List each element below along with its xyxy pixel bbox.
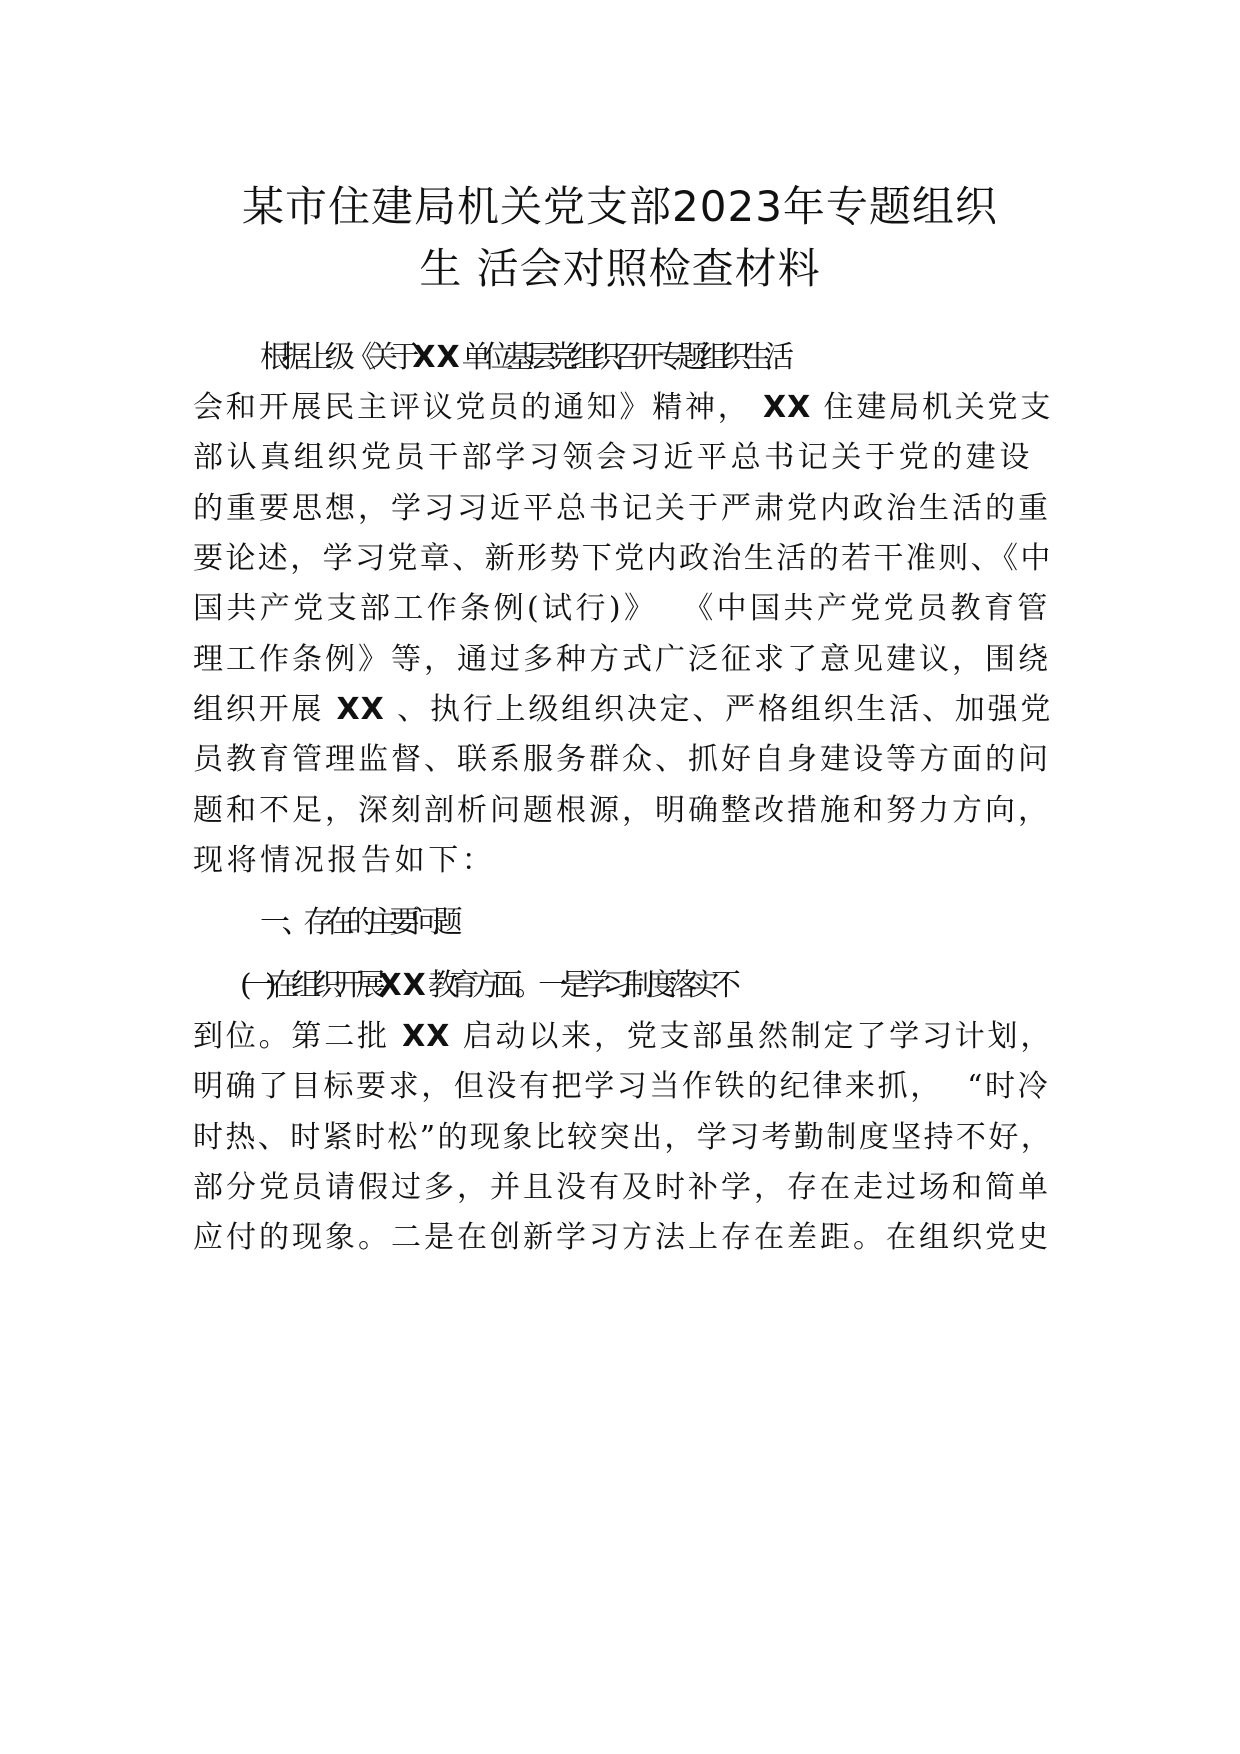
- placeholder-xx: XX: [378, 968, 427, 1003]
- text-line: 的重要思想，学习习近平总书记关于严肃党内政治生活的重: [193, 491, 1051, 526]
- placeholder-xx: XX: [412, 340, 461, 375]
- text-line: 会和开展民主评议党员的通知》精神， XX 住建局机关党支: [193, 390, 1054, 425]
- section-heading: 一、存在的主要问题: [260, 905, 455, 940]
- placeholder-xx: XX: [762, 390, 812, 425]
- text-line: 部认真组织党员干部学习领会习近平总书记关于党的建设: [193, 440, 1033, 475]
- text-line: 明确了目标要求，但没有把学习当作铁的纪律来抓， “时冷: [193, 1069, 1051, 1104]
- text-line: 题和不足，深刻剖析问题根源，明确整改措施和努力方向，: [193, 793, 1051, 828]
- text-line: 要论述，学习党章、新形势下党内政治生活的若干准则、《中: [193, 541, 1053, 576]
- text-line: 现将情况报告如下：: [193, 843, 496, 878]
- placeholder-xx: XX: [402, 1019, 451, 1054]
- text-line: 时热、时紧时松”的现象比较突出，学习考勤制度坚持不好，: [193, 1120, 1054, 1155]
- text-line: 国共产党支部工作条例(试行)》 《中国共产党党员教育管: [193, 591, 1051, 626]
- text-line: 理工作条例》等，通过多种方式广泛征求了意见建议，围绕: [193, 642, 1051, 677]
- text-line: (一) 在组织开展 XX 教育方面。 一是学习制度落实不: [240, 968, 733, 1003]
- document-title-line-1: 某市住建局机关党支部2023年专题组织: [242, 182, 998, 231]
- text-line: 员教育管理监督、联系服务群众、抓好自身建设等方面的问: [193, 742, 1051, 777]
- text-line: 应付的现象。二是在创新学习方法上存在差距。在组织党史: [193, 1220, 1051, 1255]
- placeholder-xx: XX: [336, 692, 385, 727]
- text-line: 部分党员请假过多，并且没有及时补学，存在走过场和简单: [193, 1170, 1051, 1205]
- text-line: 到位。第二批 XX 启动以来，党支部虽然制定了学习计划，: [193, 1019, 1054, 1054]
- document-title-line-2: 生 活会对照检查材料: [419, 244, 821, 293]
- text-line: 组织开展 XX 、执行上级组织决定、严格组织生活、加强党: [193, 692, 1054, 727]
- text-line: 根据上级《关于 XX 单位基层党组织召开专题组织生活: [260, 340, 786, 375]
